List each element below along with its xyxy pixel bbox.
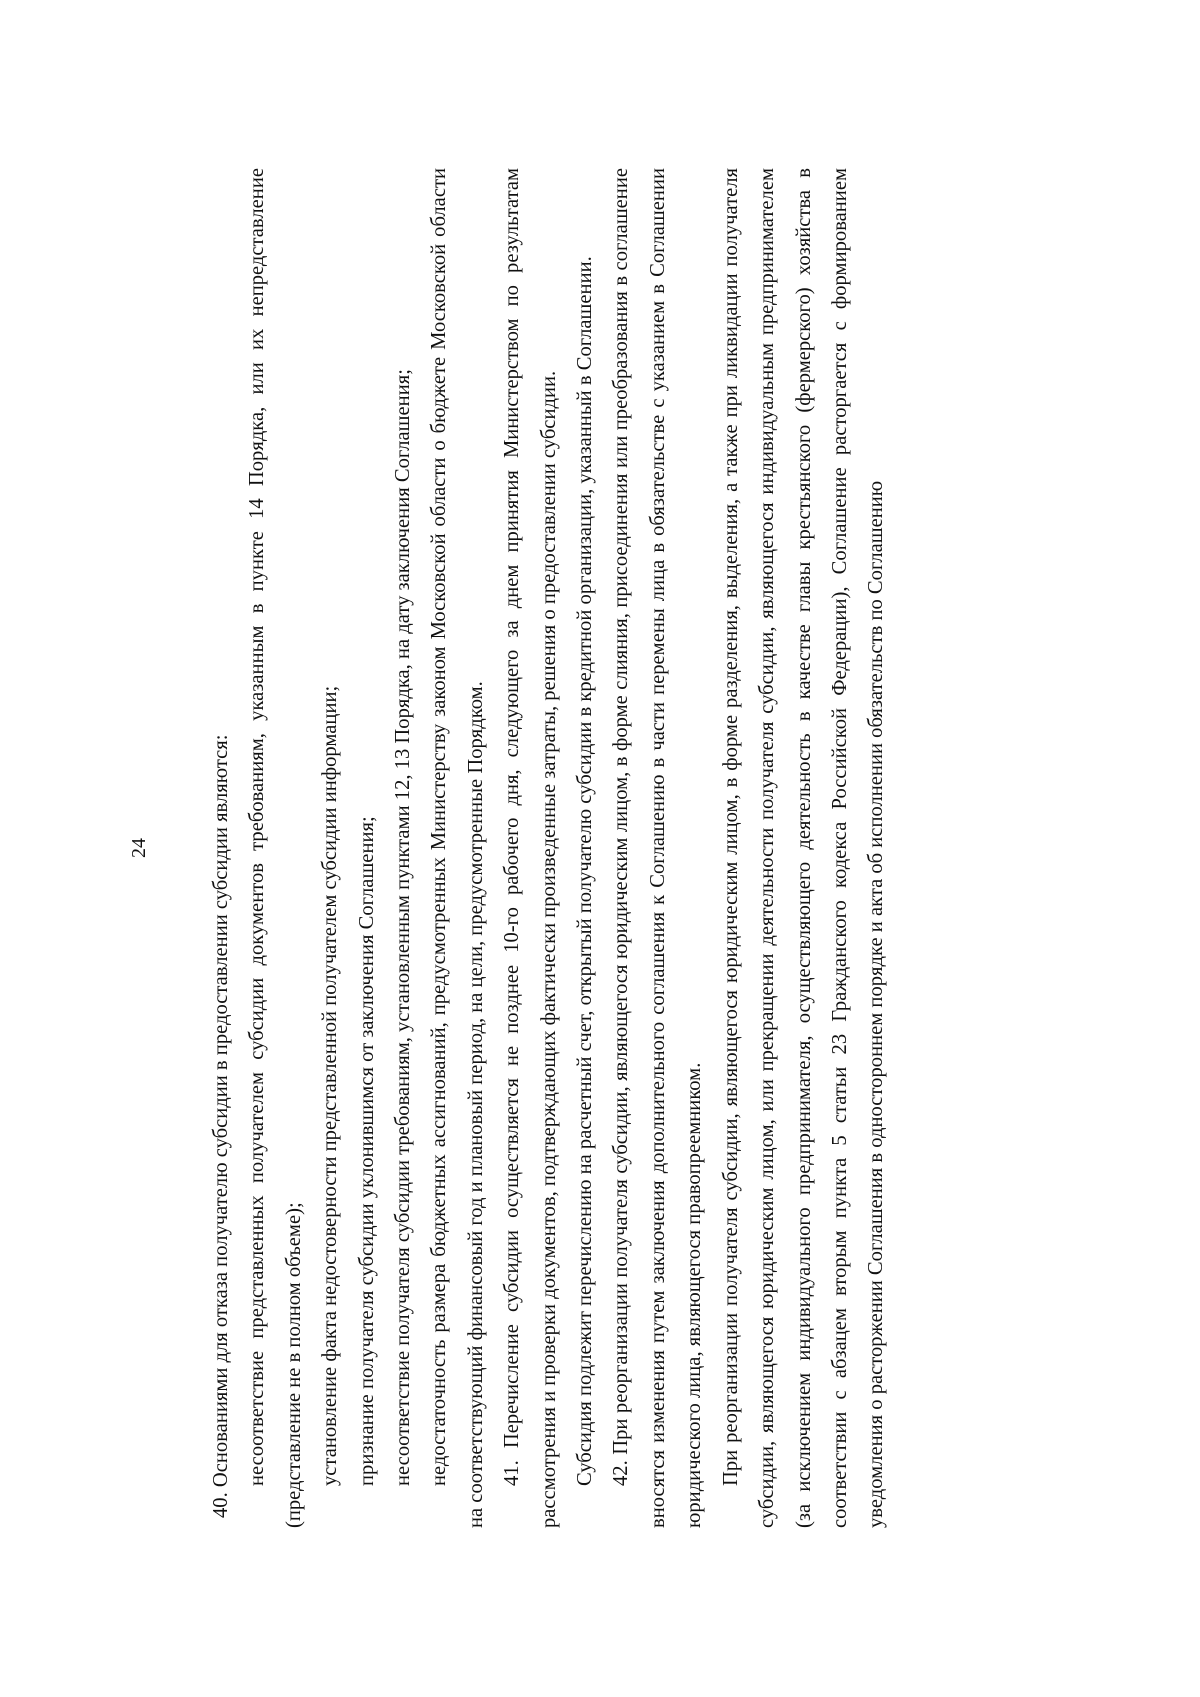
paragraph-40-heading: 40. Основаниями для отказа получателю субсидии в предоставлении субсидии являются: (210, 734, 232, 1518)
paragraph-reason-evasion: признание получателя субсидии уклонившимся от заключения Соглашения; (355, 816, 378, 1486)
paragraph-reason-false-info: установление факта недостоверности представленной получателем субсидии информации; (319, 685, 342, 1486)
paragraph-42: 42. При реорганизации получателя субсидии, являющегося юридическим лицом, в форме слияния, присоединения или преобразования в соглашение вносятся изменения путем заключения дополнительного соглашения к Соглашению в части перемены лица в обязательстве с указанием в Соглашении юридического лица, являющегося правопреемником. (610, 168, 706, 1528)
paragraph-reason-documents: несоответствие представленных получателем субсидии документов требованиям, указанным в пункте 14 Порядка, или их непредставление (представление не в полном объеме); (246, 168, 305, 1528)
page-number: 24 (128, 838, 150, 858)
paragraph-41: 41. Перечисление субсидии осуществляется не позднее 10-го рабочего дня, следующего за днем принятия Министерством по результатам рассмотрения и проверки документов, подтверждающих фактически произведенные затраты, решения о предоставлении субсидии. (501, 168, 560, 1528)
paragraph-reason-budget: недостаточность размера бюджетных ассигнований, предусмотренных Министерству законом Московской области о бюджете Московской области на соответствующий финансовый год и плановый период, на цели, предусмотренные Порядком. (428, 168, 487, 1528)
paragraph-41-account: Субсидия подлежит перечислению на расчетный счет, открытый получателю субсидии в кредитной организации, указанный в Соглашении. (574, 256, 597, 1486)
paragraph-reason-requirements: несоответствие получателя субсидии требованиям, установленным пунктами 12, 13 Порядка, на дату заключения Соглашения; (392, 369, 415, 1486)
document-body (203, 168, 895, 1528)
rotated-content-frame (125, 168, 1075, 1528)
paragraph-42-termination: При реорганизации получателя субсидии, являющегося юридическим лицом, в форме разделения, выделения, а также при ликвидации получателя субсидии, являющегося юридическим лицом, или прекращении деятельности получателя субсидии, являющегося индивидуальным предпринимателем (за исключением индивидуального предпринимателя, осуществляющего деятельность в качестве главы крестьянского (фермерского) хозяйства в соответствии с абзацем вторым пункта 5 статьи 23 Гражданского кодекса Российской Федерации), Соглашение расторгается с формированием уведомления о расторжении Соглашения в одностороннем порядке и акта об исполнении обязательств по Соглашению (719, 168, 888, 1528)
